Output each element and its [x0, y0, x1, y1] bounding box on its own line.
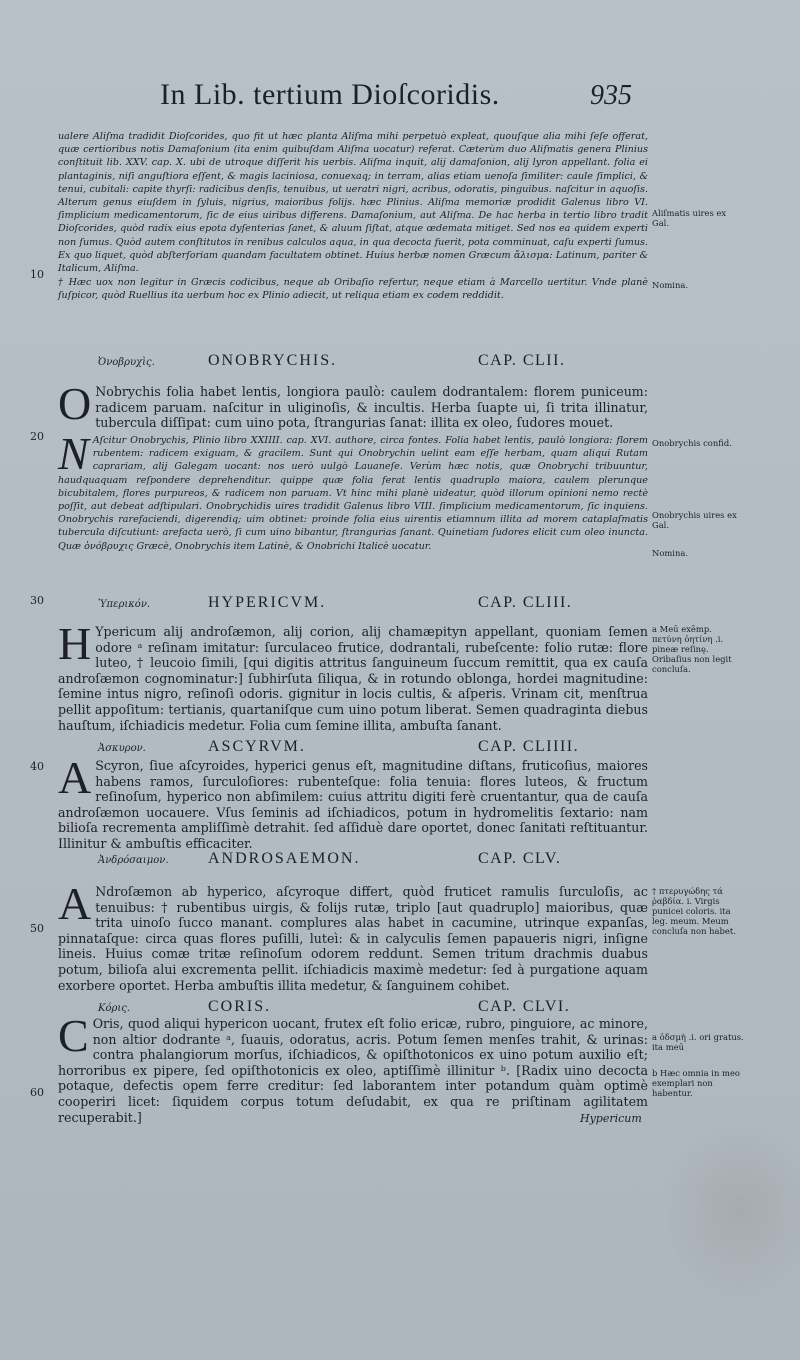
latin-name: ASCYRVM.	[208, 738, 306, 755]
latin-name: CORIS.	[208, 998, 272, 1015]
running-header	[160, 78, 660, 128]
chapter-text	[58, 378, 648, 431]
drop-cap: C	[58, 1010, 89, 1061]
page-number: 935	[590, 80, 632, 111]
chapter-body: Scyron, ſiue aſcyroides, hyperici genus eſt, magnitudine diſtans, fruticoſius, maiores habens ramos, ſurculoſiores: rubenteſque: folia tenuia: flores luteos, & fructum reſinoſum, hyperico non abſimilem: cuius attritu digiti ferè cruentantur, qua de cauſa androſæmon uocauere. Vſus ſeminis ad iſchiadicos, potum in hydromelitis ſextario: nam bilioſa recrementa ampliſſimè detrahit. ſed aſſiduè dare oportet, donec ſanitati reſtituantur. Illinitur & ambuſtis efficaciter.	[58, 758, 648, 851]
margin-note: † πτερυγώδης τά ῥαβδία. i. Virgis punicei coloris. ita leg. meum. Meum concluſa non habet.	[652, 886, 736, 936]
chapter-text	[58, 1010, 648, 1125]
drop-cap: N	[58, 428, 89, 479]
line-number: 10	[30, 268, 44, 281]
catchword: Hypericum	[580, 1112, 642, 1125]
chapter-body: Oris, quod aliqui hypericon uocant, frutex eſt folio ericæ, rubro, pinguiore, ac minore, non altior dodrante ᵃ, ſuauis, odoratus, acris. Potum ſemen menſes trahit, & urinas: contra phalangiorum morſus, iſchiadicos, & opiſthotonicos ex uino potum auxilio eſt; horroribus ex pipere, ſed opiſthotonicis ex oleo, aptiſſimè illinitur ᵇ. [Radix uino decocta potaque, defectis opem ferre creditur: ſed laborantem inter potandum quàm optimè cooperiri licet: ſiquidem corpus totum deſudabit, ex qua re priſtinam agilitatem recuperabit.]	[58, 1016, 648, 1125]
intro-note: † Hæc uox non legitur in Græcis codicibus, neque ab Oribaſio refertur, neque etiam à Marcello uertitur. Vnde planè ſuſpicor, quòd Ruellius ita uerbum hoc ex Plinio adiecit, ut reliqua etiam ex codem reddidit.	[58, 277, 648, 302]
chapter-heading	[58, 352, 648, 374]
page-title: In Lib. tertium Dioſcoridis.	[160, 78, 500, 111]
chapter-text	[58, 878, 648, 993]
greek-name: Ὀνοβρυχὶς.	[98, 357, 155, 368]
chapter-text	[58, 618, 648, 733]
chapter-commentary	[58, 428, 648, 553]
chapter-number: CAP. CLII.	[478, 352, 566, 369]
line-number: 20	[30, 430, 44, 443]
margin-note: Onobrychis uires ex Gal.	[652, 510, 737, 530]
margin-note: Nomina.	[652, 548, 689, 558]
margin-note: Onobrychis confid.	[652, 438, 732, 448]
chapter-heading	[58, 738, 648, 760]
line-number: 30	[30, 594, 44, 607]
chapter-body: Nobrychis folia habet lentis, longiora paulò: caulem dodrantalem: florem puniceum: radicem paruam. naſcitur in uliginoſis, & incultis. Herba ſuapte ui, ſi trita illinatur, tubercula diſſipat: cum uino pota, ſtrangurias ſanat: illita ex oleo, ſudores mouet.	[95, 384, 648, 431]
greek-name: Κόρις.	[98, 1003, 131, 1014]
paper-stain	[660, 1120, 800, 1300]
chapter-body: Ndroſæmon ab hyperico, aſcyroque differt, quòd fruticet ramulis ſurculoſis, ac tenuibus: † rubentibus uirgis, & folijs rutæ, triplo [aut quadruplo] maioribus, quæ trita uinoſo ſucco manant. complures alas habet in cacumine, utrinque expanſas, pinnataſque: circa quas flores puſilli, luteì: & in calyculis ſemen papaueris nigri, inſigne lineis. Huius comæ tritæ reſinoſum odorem reddunt. Semen tritum drachmis duabus potum, bilioſa alui excrementa pellit. iſchiadicis maximè medetur: ſed à purgatione aquam exorbere oportet. Herba ambuſtis illita medetur, & ſanguinem cohibet.	[58, 884, 648, 993]
chapter-text	[58, 752, 648, 852]
latin-name: ONOBRYCHIS.	[208, 352, 338, 369]
margin-note: Nomina.	[652, 280, 689, 290]
margin-note: a Meū exēmp. πετύνη ὀητίνη .i. pineæ reſinę. Oribaſius non legit concluſa.	[652, 624, 732, 674]
line-number: 60	[30, 1086, 44, 1099]
chapter-number: CAP. CLIII.	[478, 594, 573, 611]
intro-text: ualere Aliſma tradidit Dioſcorides, quo fit ut hæc planta Aliſma mihi perpetuò expleat, quouſque alia mihi ſeſe offerat, quæ certioribus notis Damaſonium (ita enim quibuſdam Aliſma uocatur) referat. Cæterùm duo Aliſmatis genera Plinius conſtituit lib. XXV. cap. X. ubi de utroque diſſerit his uerbis. Aliſma inquit, alij damaſonion, alij lyron appellant. folia ei plantaginis, niſi anguſtiora eſſent, & magis laciniosa, conuexaq; in terram, alias etiam uenoſa ſimiliter: caule ſimplici, & tenui, cubitali: capite thyrſi: radicibus denſis, tenuibus, ut ueratri nigri, acribus, odoratis, pinguibus. naſcitur in aquoſis. Alterum genus eiuſdem in ſyluis, nigrius, maioribus folijs. hæc Plinius. Aliſma memoriæ prodidit Galenus libro VI. ſimplicium medicamentorum, ſic de eius uiribus differens. Damaſonium, aut Aliſma. De hac herba in tertio libro tradit Dioſcorides, quòd radix eius epota dyſenterias ſanet, & aluum ſiſtat, atque œdemata mitiget. Sed nos ea quidem experti non ſumus. Quòd autem conſtitutos in renibus calculos aqua, in qua decocta fuerit, pota comminuat, caſu experti ſumus. Ex quo liquet, quòd abſterſoriam quandam facultatem obtinet. Huius herbæ nomen Græcum ἄλισμα: Latinum, pariter & Italicum, Aliſma.	[58, 131, 648, 275]
chapter-number: CAP. CLVI.	[478, 998, 571, 1015]
greek-name: Ἀσκυρον.	[98, 743, 146, 754]
line-number: 50	[30, 922, 44, 935]
margin-note: a ὀδσμὴ .i. ori gratus. ita meū	[652, 1032, 744, 1052]
margin-note: b Hæc omnia in meo exemplari non habentur.	[652, 1068, 740, 1098]
chapter-heading	[58, 594, 648, 616]
drop-cap: O	[58, 378, 92, 429]
drop-cap: A	[58, 878, 92, 929]
margin-note: Aliſmatis uires ex Gal.	[652, 208, 727, 228]
drop-cap: H	[58, 618, 92, 669]
chapter-number: CAP. CLV.	[478, 850, 562, 867]
commentary-body: Aſcitur Onobrychis, Plinio libro XXIIII. cap. XVI. authore, circa fontes. Folia habet lentis, paulò longiora: florem rubentem: radicem exiguam, & gracilem. Sunt qui Onobrychin uelint eam eſſe herbam, quam aliqui Rutam caprariam, alij Galegam uocant: nos uerò uulgò Lauaneſe. Verùm hæc notis, quæ Onobrychi tribuuntur, haudquaquam reſpondere deprehenditur. quippe quæ folia ferat lentis quadruplo maiora, caulem plerunque bicubitalem, flores purpureos, & radicem non paruam. Vt hinc mihi planè uideatur, quòd illorum opinioni nemo rectè poſſit, aut debeat adſtipulari. Onobrychidis uires tradidit Galenus libro VIII. ſimplicium medicamentorum, ſic inquiens. Onobrychis rarefaciendi, digerendiq; uim obtinet: proinde folia eius uirentis etiamnum illita ad morem cataplaſmatis tubercula diſcutiunt: arefacta uerò, ſi cum uino bibantur, ſtrangurias ſanant. Quinetiam ſudores elicit cum oleo inuncta. Quæ ὀνόβρυχις Græcè, Onobrychis item Latinè, & Onobrichi Italicè uocatur.	[58, 435, 648, 552]
line-number: 40	[30, 760, 44, 773]
latin-name: HYPERICVM.	[208, 594, 327, 611]
greek-name: Ὑπερικόν.	[98, 599, 151, 610]
chapter-heading	[58, 850, 648, 872]
latin-name: ANDROSAEMON.	[208, 850, 361, 867]
drop-cap: A	[58, 752, 92, 803]
chapter-number: CAP. CLIIII.	[478, 738, 580, 755]
intro-commentary	[58, 130, 648, 303]
greek-name: Ἀνδρόσαιμον.	[98, 855, 169, 866]
chapter-body: Ypericum alij androſæmon, alij corion, alij chamæpityn appellant, quoniam ſemen odore ᵃ reſinam imitatur: ſurculaceo frutice, dodrantali, rubeſcente: folio rutæ: flore luteo, † leucoio ſimili, [qui digitis attritus ſanguineum ſuccum remittit, qua ex cauſa androſæmon cognominatur:] ſubhirſuta ſiliqua, & in rotundo oblonga, hordei magnitudine: ſemine intus nigro, reſinoſi odoris. gignitur in locis cultis, & aſperis. Vrinam cit, menſtrua pellit appoſitum: tertianis, quartaniſque cum uino potum liberat. Semen quadraginta diebus hauſtum, iſchiadicis medetur. Folia cum ſemine illita, ambuſta ſanant.	[58, 624, 648, 733]
